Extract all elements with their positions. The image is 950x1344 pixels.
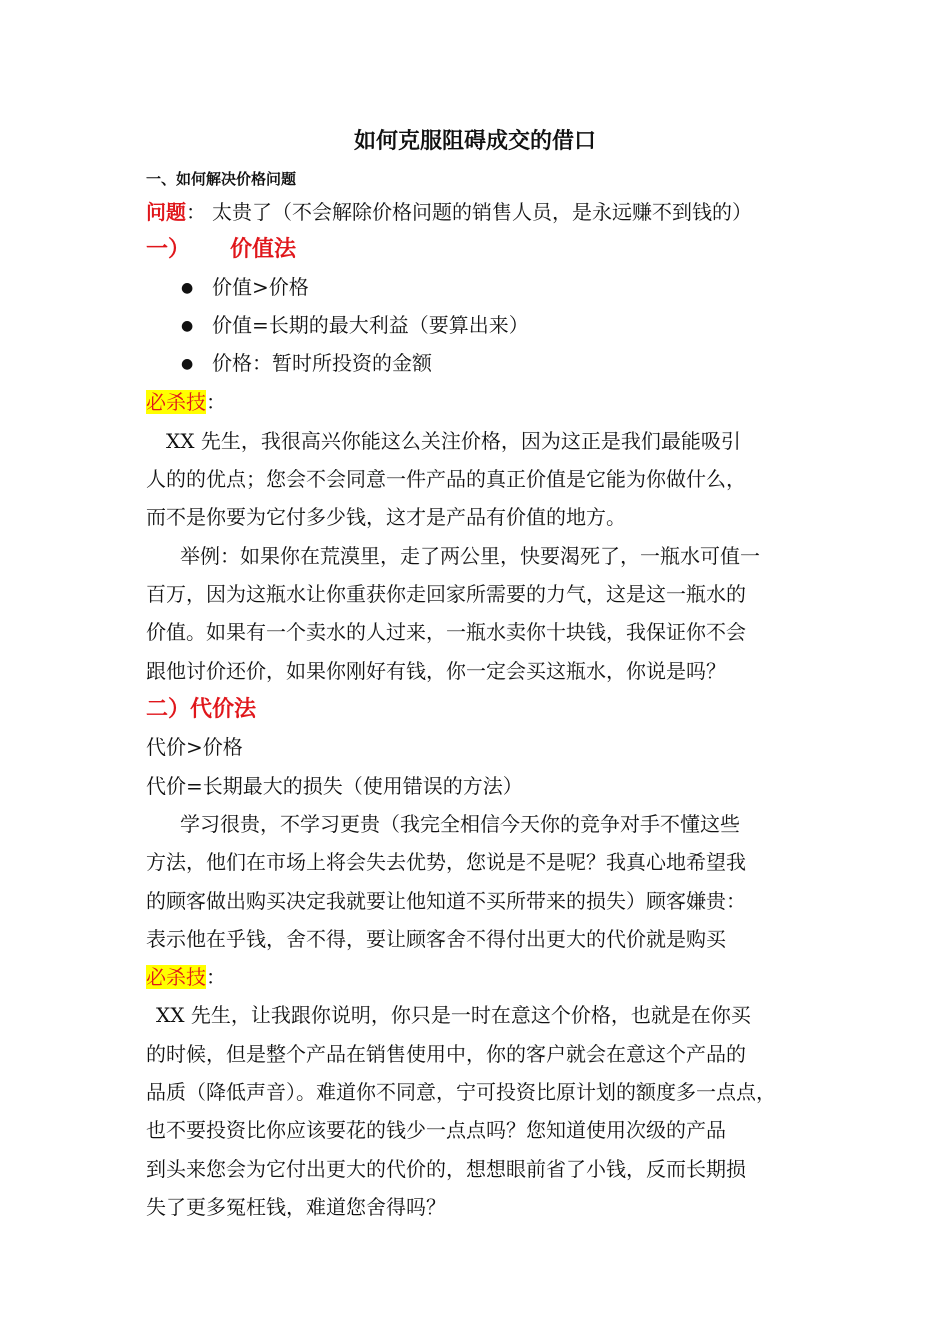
bullet-dot-icon: ● [181,318,194,334]
document-title: 如何克服阻碍成交的借口 [353,128,596,154]
paragraph-line: 而不是你要为它付多少钱，这才是产品有价值的地方。 [146,505,626,529]
paragraph-line: 跟他讨价还价，如果你刚好有钱，你一定会买这瓶水，你说是吗？ [146,659,726,683]
bullet-dot-icon: ● [181,356,194,372]
problem-text: 太贵了（不会解除价格问题的销售人员，是永远赚不到钱的） [212,200,752,224]
bullet-item: 价格：暂时所投资的金额 [212,351,432,375]
killer-move-label-2: 必杀技： [146,965,226,989]
paragraph-line: 百万，因为这瓶水让你重获你走回家所需要的力气，这是这一瓶水的 [146,582,746,606]
paragraph-line: 到头来您会为它付出更大的代价的，想想眼前省了小钱，反而长期损 [146,1157,746,1181]
paragraph-line: 失了更多冤枉钱，难道您舍得吗？ [146,1195,446,1219]
paragraph-line: 的时候，但是整个产品在销售使用中，你的客户就会在意这个产品的 [146,1042,746,1066]
section-heading-price: 一、如何解决价格问题 [146,170,297,188]
paragraph-line: 方法，他们在市场上将会失去优势，您说是不是呢？我真心地希望我 [146,850,746,874]
method-cost-heading: 二）代价法 [146,696,257,722]
paragraph-line: 也不要投资比你应该要花的钱少一点点吗？您知道使用次级的产品 [146,1118,726,1142]
paragraph-line: 价值。如果有一个卖水的人过来，一瓶水卖你十块钱，我保证你不会 [146,620,746,644]
paragraph-line: 品质（降低声音）。难道你不同意，宁可投资比原计划的额度多一点点， [146,1080,776,1104]
problem-line [146,198,816,226]
paragraph-line: 学习很贵，不学习更贵（我完全相信今天你的竞争对手不懂这些 [180,812,740,836]
paragraph-line: 举例：如果你在荒漠里，走了两公里，快要渴死了，一瓶水可值一 [180,544,760,568]
paragraph-line: 表示他在乎钱，舍不得，要让顾客舍不得付出更大的代价就是购买 [146,927,726,951]
paragraph-line: XX 先生，让我跟你说明，你只是一时在意这个价格，也就是在你买 [156,1003,751,1027]
method-value-heading [146,235,816,263]
killer-move-label-1: 必杀技： [146,390,226,414]
killer-move-highlight: 必杀技 [146,965,206,989]
cost-definition-line: 代价=长期最大的损失（使用错误的方法） [146,774,523,798]
bullet-item: 价值>价格 [212,275,309,299]
cost-definition-line: 代价>价格 [146,735,243,759]
paragraph-line: XX 先生，我很高兴你能这么关注价格，因为这正是我们最能吸引 [166,429,741,453]
paragraph-line: 人的的优点；您会不会同意一件产品的真正价值是它能为你做什么， [146,467,746,491]
paragraph-line: 的顾客做出购买决定我就要让他知道不买所带来的损失）顾客嫌贵： [146,889,746,913]
method-value-number: 一） [146,236,191,262]
bullet-dot-icon: ● [181,280,194,296]
problem-colon: ： [186,200,206,224]
killer-move-highlight: 必杀技 [146,390,206,414]
problem-label: 问题 [146,200,186,224]
bullet-item: 价值=长期的最大利益（要算出来） [212,313,529,337]
method-value-name: 价值法 [230,236,297,262]
